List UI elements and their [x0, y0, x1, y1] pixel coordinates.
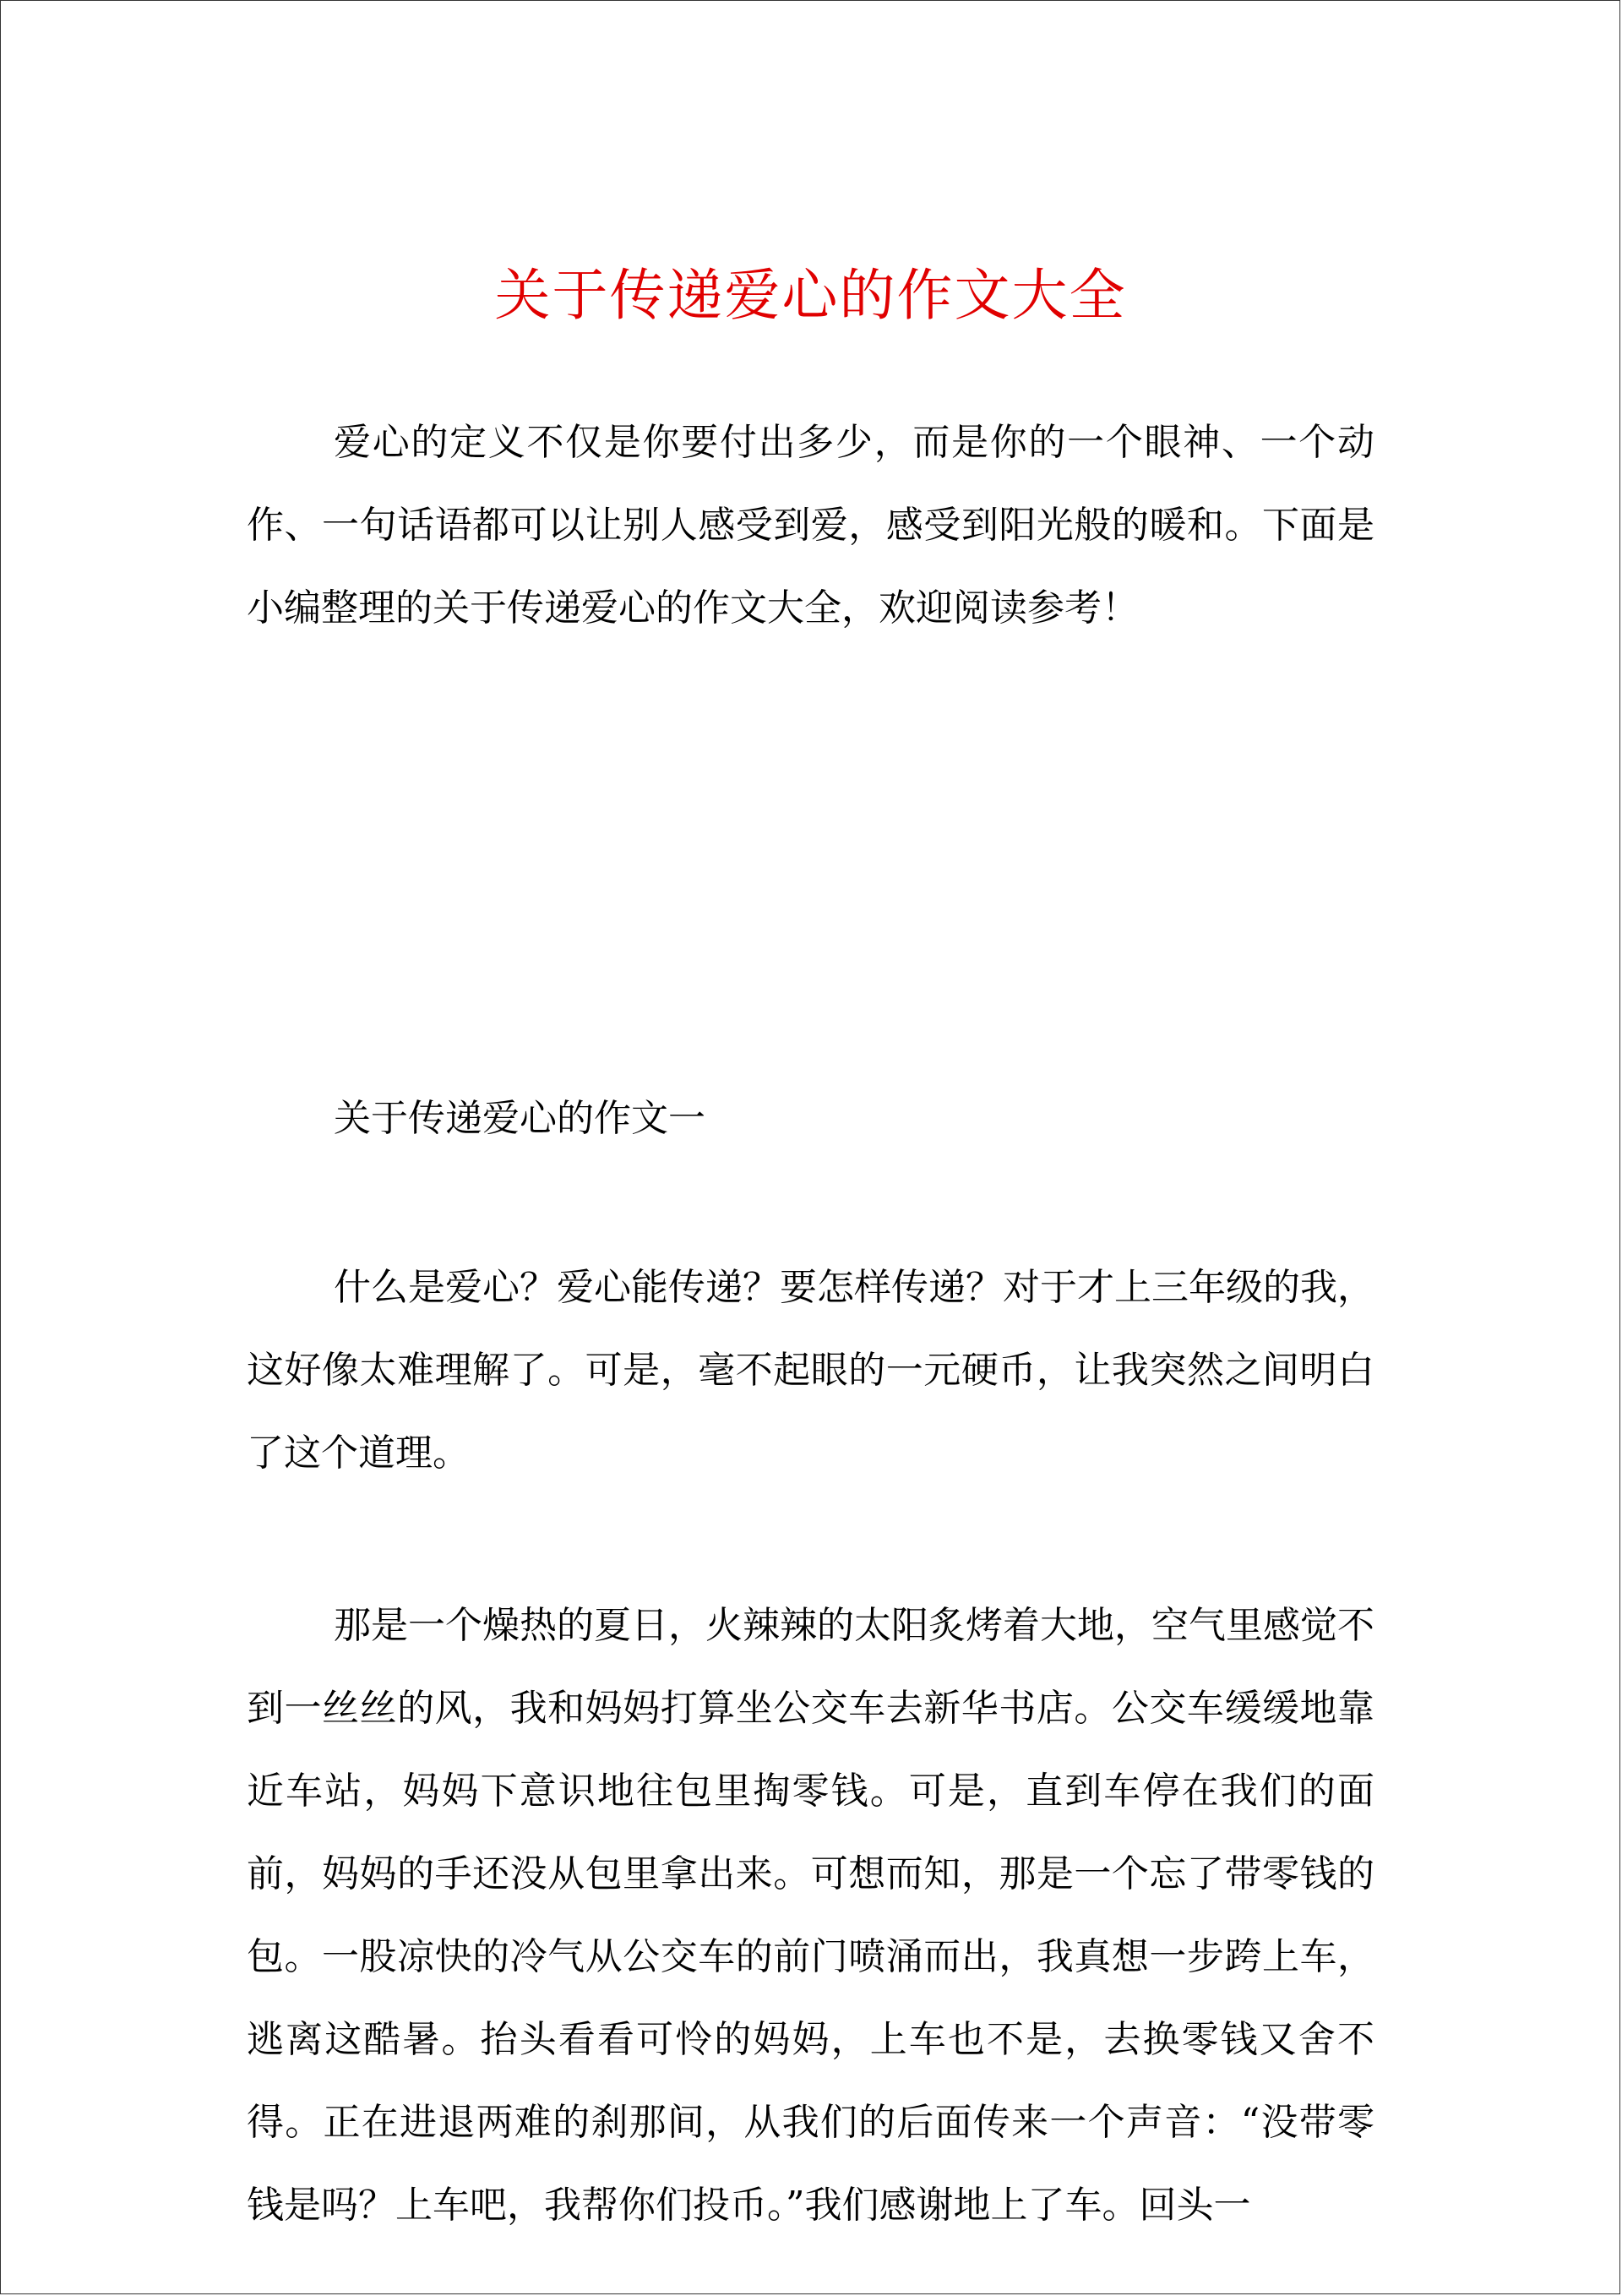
body-paragraph: 什么是爱心？爱心能传递？要怎样传递？对于才上三年级的我，这好像太难理解了。可是，毫不起眼的一元硬币，让我突然之间明白了这个道理。 [247, 1266, 1374, 1475]
intro-paragraph: 爱心的定义不仅是你要付出多少，而是你的一个眼神、一个动作、一句话语都可以让别人感受到爱，感受到阳光般的暖和。下面是小编整理的关于传递爱心的作文大全，欢迎阅读参考！ [247, 421, 1374, 630]
section-heading: 关于传递爱心的作文一 [334, 1097, 705, 1140]
document-title: 关于传递爱心的作文大全 [494, 263, 1127, 328]
body-paragraph: 那是一个燥热的夏日，火辣辣的太阳炙烤着大地，空气里感觉不到一丝丝的风，我和妈妈打算坐公交车去新华书店。公交车缓缓地靠近车站，妈妈下意识地往包里掏零钱。可是，直到车停在我们的面前，妈妈的手还没从包里拿出来。可想而知，那是一个忘了带零钱的包。一股凉快的冷气从公交车的前门喷涌而出，我真想一步跨上车，逃离这酷暑。抬头看看可怜的妈妈，上车也不是，去换零钱又舍不得。正在进退两难的刹那间，从我们的后面传来一个声音：“没带零钱是吗？上车吧，我帮你们投币。”我们感谢地上了车。回头一 [247, 1604, 1374, 2227]
